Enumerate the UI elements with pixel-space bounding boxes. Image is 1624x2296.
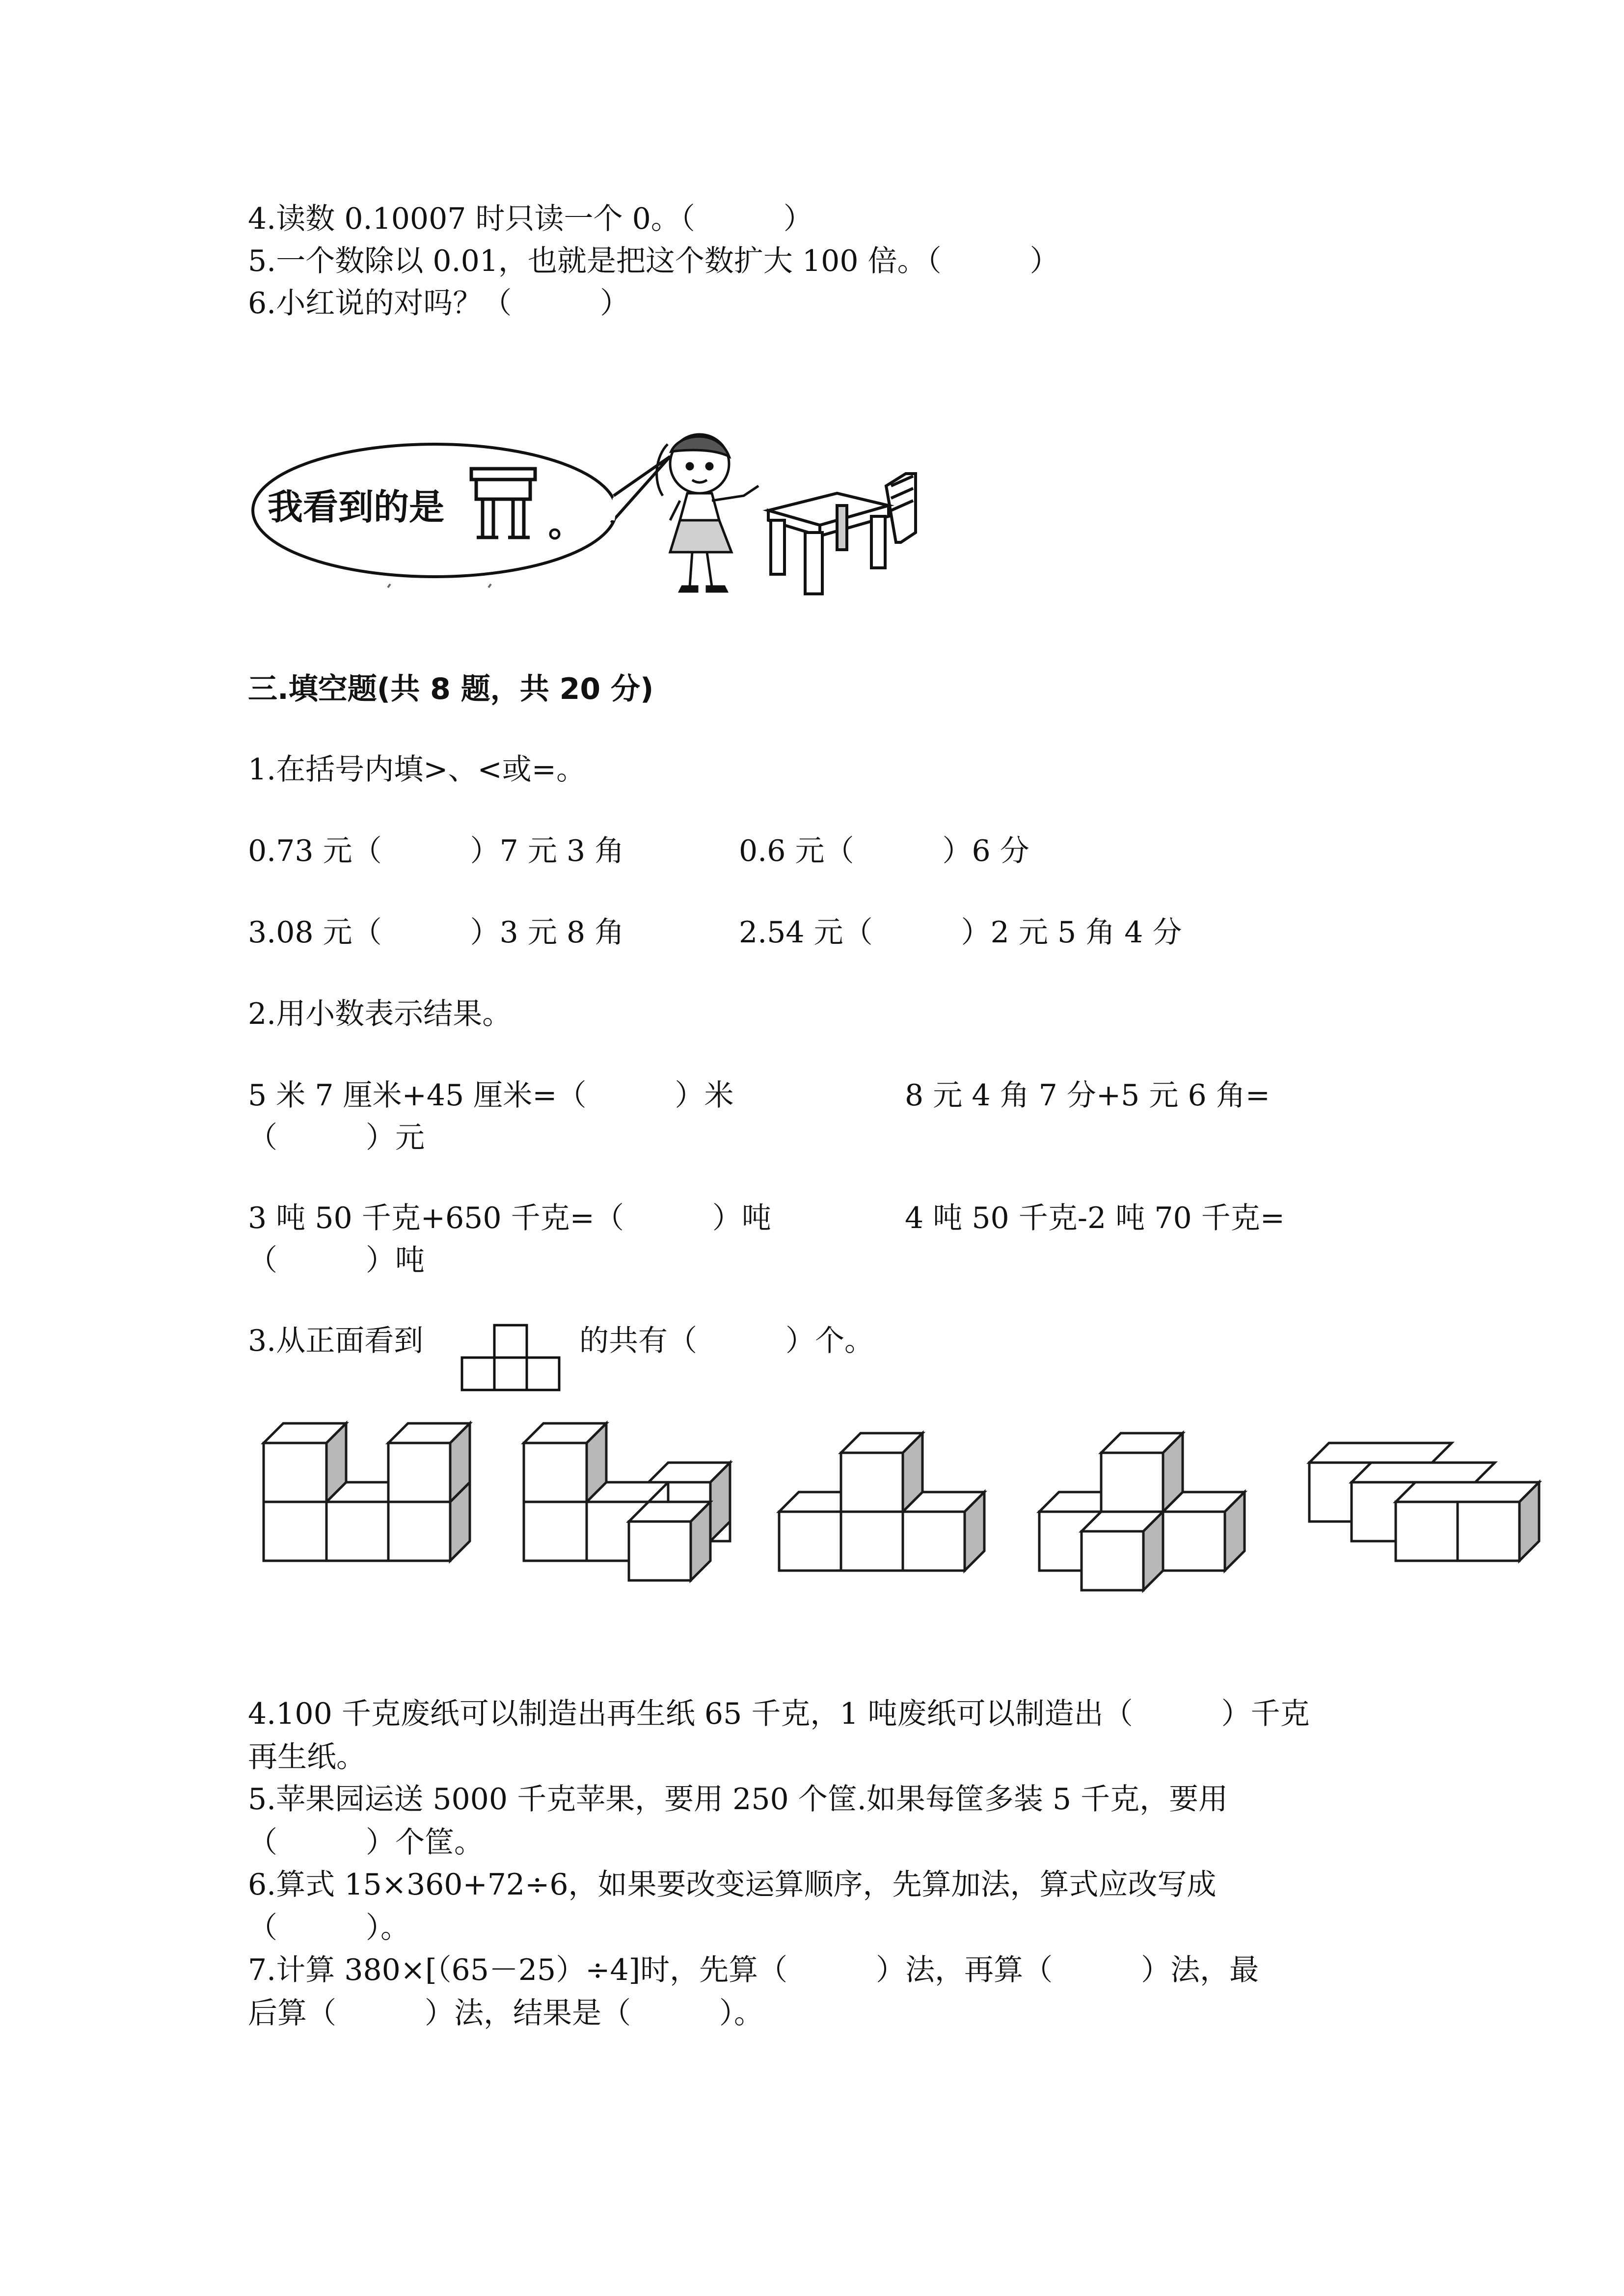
cube-figure-3	[779, 1433, 984, 1571]
girl-icon	[657, 434, 758, 591]
cube-figure-4	[1039, 1433, 1245, 1590]
q1-prompt: 1.在括号内填>、<或=。	[248, 752, 586, 787]
q1-item-d: 2.54 元（ ）2 元 5 角 4 分	[739, 915, 1182, 950]
q2-item-b-line1: 8 元 4 角 7 分+5 元 6 角=	[905, 1078, 1270, 1113]
q2-item-a: 5 米 7 厘米+45 厘米=（ ）米	[248, 1078, 734, 1113]
q1-item-b: 0.6 元（ ）6 分	[739, 834, 1029, 868]
speech-bubble-illustration	[248, 422, 974, 599]
q6-line2: （ ）。	[248, 1911, 410, 1945]
q3-prefix: 3.从正面看到	[248, 1324, 424, 1358]
q2-item-c: 3 吨 50 千克+650 千克=（ ）吨	[248, 1201, 771, 1235]
q5-line2: （ ）个筐。	[248, 1825, 484, 1860]
front-view-shape-icon	[459, 1320, 567, 1399]
table-chair-icon	[768, 474, 916, 594]
speech-bubble-text: 我看到的是	[268, 486, 445, 528]
cube-figure-2	[524, 1423, 730, 1580]
cube-figures	[248, 1433, 1573, 1639]
cube-figure-5	[1309, 1443, 1539, 1561]
q4-line2: 再生纸。	[248, 1740, 366, 1774]
q2-item-d-line2: （ ）吨	[248, 1243, 425, 1278]
q1-item-c: 3.08 元（ ）3 元 8 角	[248, 915, 624, 950]
q5-line1: 5.苹果园运送 5000 千克苹果，要用 250 个筐.如果每筐多装 5 千克，要用	[248, 1782, 1228, 1816]
cube-figure-1	[264, 1423, 470, 1561]
q4-line1: 4.100 千克废纸可以制造出再生纸 65 千克，1 吨废纸可以制造出（ ）千克	[248, 1697, 1310, 1731]
section-title: 三.填空题(共 8 题，共 20 分)	[248, 672, 654, 706]
q2-prompt: 2.用小数表示结果。	[248, 997, 512, 1031]
q7-line2: 后算（ ）法，结果是（ ）。	[248, 1996, 763, 2030]
q6-line1: 6.算式 15×360+72÷6，如果要改变运算顺序，先算加法，算式应改写成	[248, 1868, 1217, 1902]
judge-q6: 6.小红说的对吗？（ ）	[248, 286, 630, 320]
judge-q5: 5.一个数除以 0.01，也就是把这个数扩大 100 倍。（ ）	[248, 244, 1059, 278]
q2-item-d-line1: 4 吨 50 千克-2 吨 70 千克=	[905, 1201, 1285, 1235]
q7-line1: 7.计算 380×[（65－25）÷4]时，先算（ ）法，再算（ ）法，最	[248, 1953, 1259, 1987]
q2-item-b-line2: （ ）元	[248, 1121, 425, 1155]
q3-suffix: 的共有（ ）个。	[579, 1324, 874, 1358]
q1-item-a: 0.73 元（ ）7 元 3 角	[248, 834, 624, 868]
judge-q4: 4.读数 0.10007 时只读一个 0。（ ）	[248, 202, 813, 236]
